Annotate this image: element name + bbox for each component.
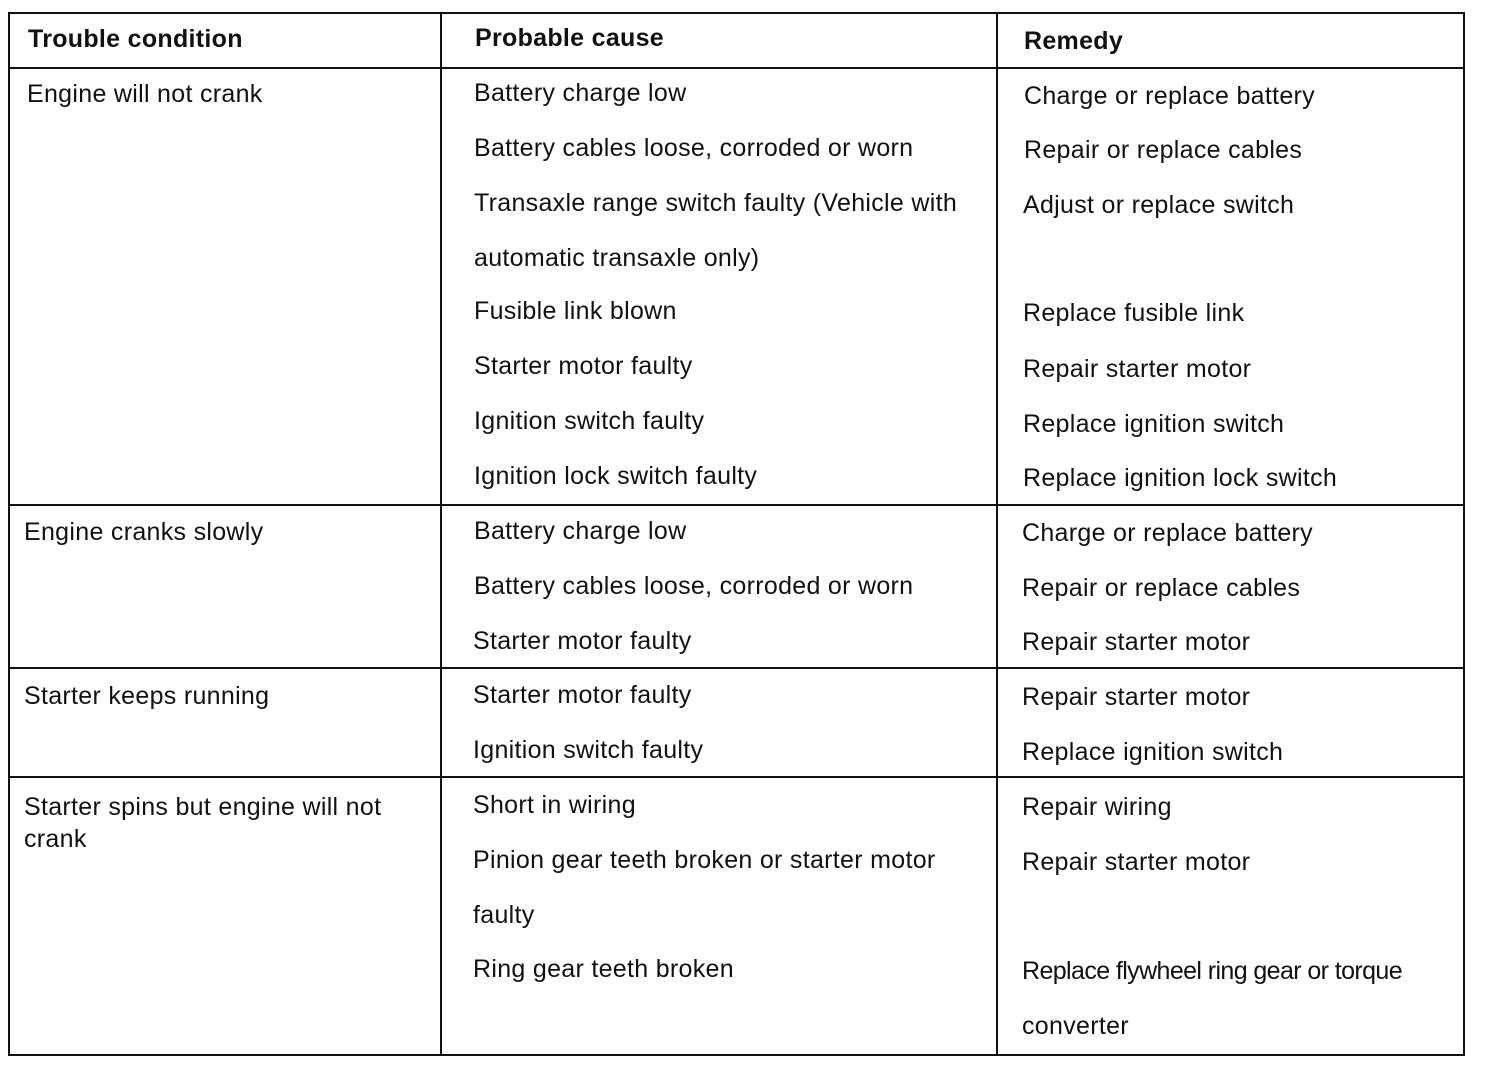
cause-cell: automatic transaxle only) xyxy=(474,244,760,272)
remedy-cell: Replace flywheel ring gear or torque xyxy=(1022,957,1403,985)
remedy-cell: Adjust or replace switch xyxy=(1023,191,1295,219)
cause-cell: Ignition switch faulty xyxy=(473,736,704,764)
header-probable-cause: Probable cause xyxy=(475,24,665,52)
remedy-cell: Repair or replace cables xyxy=(1022,574,1301,602)
cause-cell: Ring gear teeth broken xyxy=(473,955,734,983)
remedy-cell: Repair starter motor xyxy=(1022,628,1251,656)
remedy-cell: Repair or replace cables xyxy=(1024,136,1303,164)
header-divider xyxy=(10,67,1463,69)
row-divider xyxy=(10,667,1463,669)
remedy-cell: converter xyxy=(1022,1012,1129,1040)
remedy-cell: Repair starter motor xyxy=(1023,355,1252,383)
remedy-cell: Replace ignition lock switch xyxy=(1023,464,1338,492)
cause-cell: Battery cables loose, corroded or worn xyxy=(474,572,914,600)
row-divider xyxy=(10,504,1463,506)
remedy-cell: Repair starter motor xyxy=(1022,848,1251,876)
cause-cell: Ignition lock switch faulty xyxy=(474,462,758,490)
remedy-cell: Replace ignition switch xyxy=(1023,410,1285,438)
header-trouble-condition: Trouble condition xyxy=(28,25,243,53)
condition-cell: Starter keeps running xyxy=(24,682,270,710)
cause-cell: Battery charge low xyxy=(474,517,687,545)
remedy-cell: Replace fusible link xyxy=(1023,299,1245,327)
troubleshooting-table xyxy=(8,12,1465,1056)
cause-cell: faulty xyxy=(473,901,535,929)
remedy-cell: Repair wiring xyxy=(1022,793,1172,821)
condition-cell: Engine cranks slowly xyxy=(24,518,264,546)
remedy-cell: Repair starter motor xyxy=(1022,683,1251,711)
column-divider xyxy=(440,14,442,1054)
remedy-cell: Replace ignition switch xyxy=(1022,738,1284,766)
cause-cell: Short in wiring xyxy=(473,791,636,819)
remedy-cell: Charge or replace battery xyxy=(1022,519,1313,547)
cause-cell: Starter motor faulty xyxy=(473,627,692,655)
condition-cell: Starter spins but engine will not xyxy=(24,793,382,821)
header-remedy: Remedy xyxy=(1024,27,1124,55)
cause-cell: Battery charge low xyxy=(474,79,687,107)
cause-cell: Starter motor faulty xyxy=(474,352,693,380)
condition-cell: crank xyxy=(24,825,87,853)
column-divider xyxy=(996,14,998,1054)
condition-cell: Engine will not crank xyxy=(27,80,263,108)
cause-cell: Ignition switch faulty xyxy=(474,407,705,435)
cause-cell: Fusible link blown xyxy=(474,297,677,325)
cause-cell: Starter motor faulty xyxy=(473,681,692,709)
cause-cell: Transaxle range switch faulty (Vehicle with xyxy=(474,189,958,217)
row-divider xyxy=(10,776,1463,778)
remedy-cell: Charge or replace battery xyxy=(1024,82,1315,110)
cause-cell: Battery cables loose, corroded or worn xyxy=(474,134,914,162)
cause-cell: Pinion gear teeth broken or starter motor xyxy=(473,846,936,874)
